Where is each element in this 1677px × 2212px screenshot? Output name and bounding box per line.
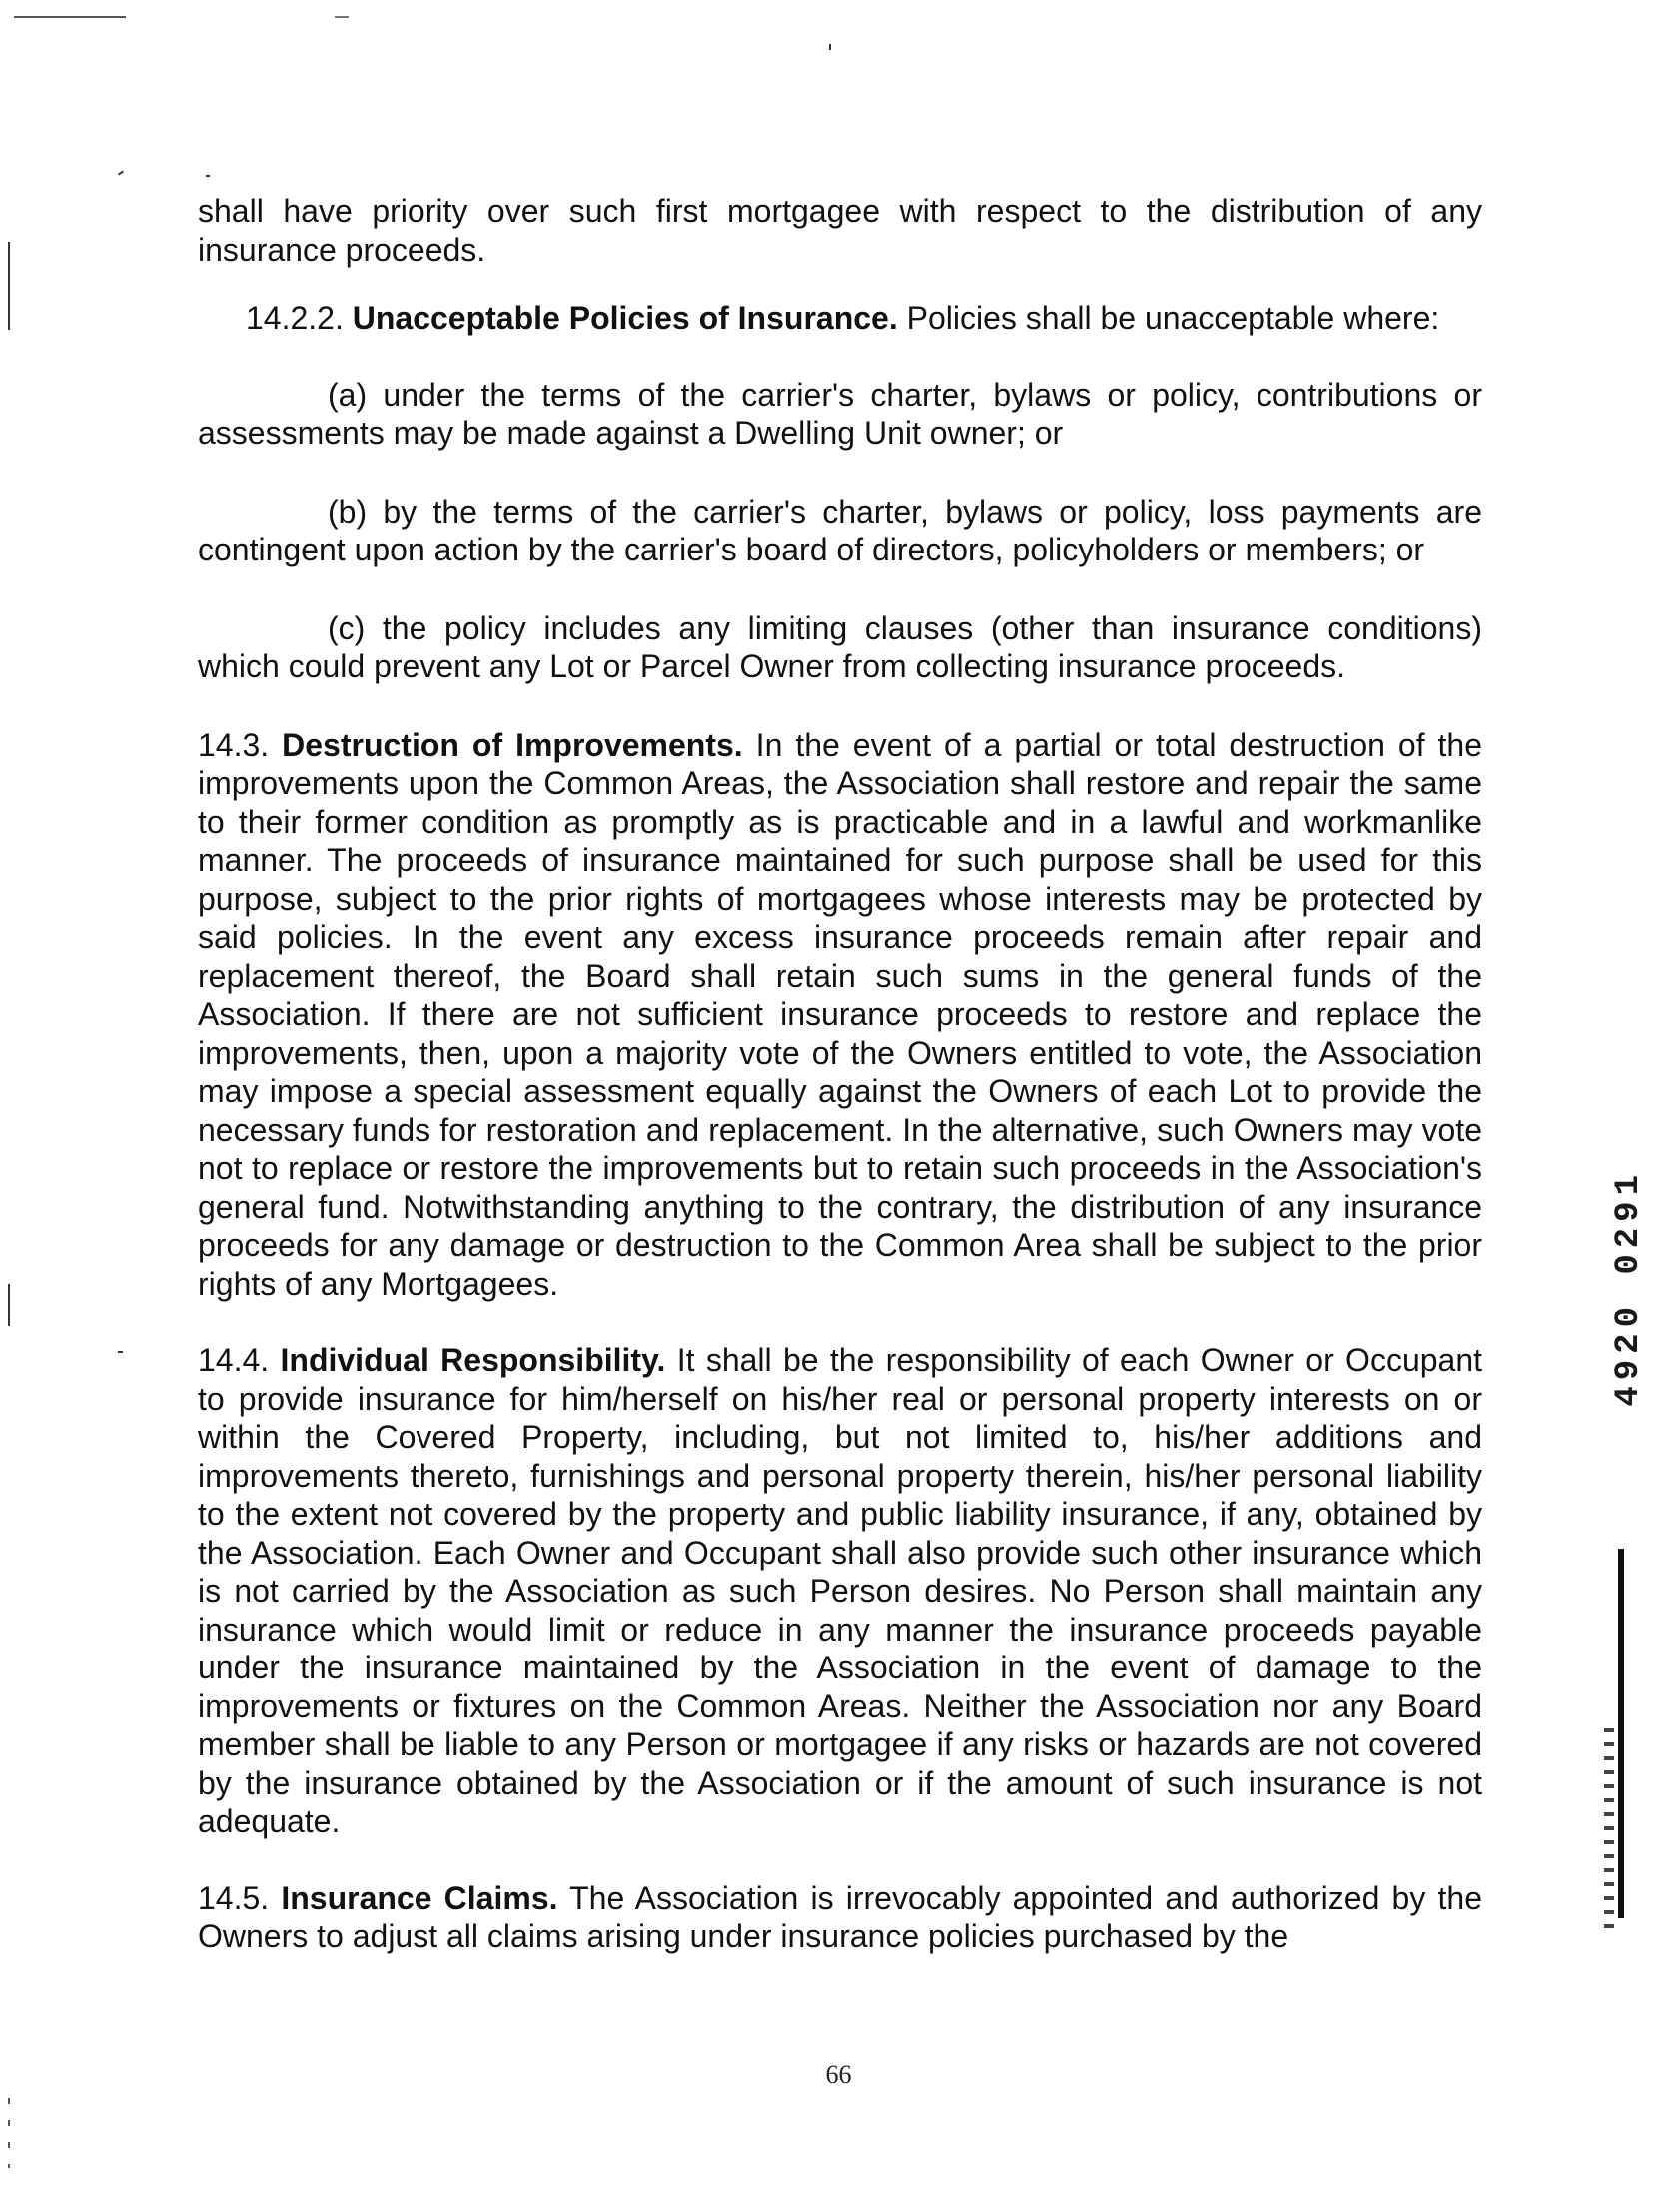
page-number: 66 (825, 2060, 852, 2089)
section-14-5 (198, 1879, 1482, 1956)
section-number: 14.5. (198, 1879, 270, 1916)
section-number: 14.4. (198, 1342, 270, 1378)
recording-stamp (1590, 1169, 1648, 1948)
section-body: Policies shall be unacceptable where: (906, 300, 1440, 336)
recording-number: 4920 0291 (1610, 1169, 1648, 1407)
list-item-c: (c) the policy includes any limiting clauses (other than insurance conditions) which could prevent any Lot or Parcel Owner from collecting insurance proceeds. (198, 609, 1482, 684)
scan-mark (14, 16, 126, 18)
section-body: The Association is irrevocably appointed and authorized by the Owners to adjust all claims arising under insurance policies purchased by the (198, 1879, 1483, 1954)
scan-mark (8, 242, 10, 330)
section-number: 14.2.2. (246, 300, 344, 336)
section-heading: Insurance Claims. (281, 1879, 558, 1916)
list-item-b: (b) by the terms of the carrier's charter, bylaws or policy, loss payments are contingent upon action by the carrier's board of directors, policyholders or members; or (198, 493, 1482, 567)
scan-mark (829, 44, 831, 50)
section-heading: Unacceptable Policies of Insurance. (352, 300, 898, 336)
section-heading: Destruction of Improvements. (282, 726, 743, 763)
section-14-2-2 (198, 299, 1482, 338)
section-14-4 (198, 1341, 1482, 1841)
document-body (198, 192, 1482, 1994)
scan-mark (206, 175, 210, 177)
list-item-a: (a) under the terms of the carrier's charter, bylaws or policy, contributions or assessments may be made against a Dwelling Unit owner; or (198, 376, 1482, 451)
section-body: In the event of a partial or total destruction of the improvements upon the Common Areas, the Association shall restore and repair the same to their former condition as promptly as is practicable and in a lawful and workmanlike manner. The proceeds of insurance maintained for such purpose shall be used for this purpose, subject to the prior rights of mortgagees whose interests may be protected by said policies. In the event any excess insurance proceeds remain after repair and replacement thereof, the Board shall retain such sums in the general funds of the Association. If there are not sufficient insurance proceeds to restore and replace the improvements, then, upon a majority vote of the Owners entitled to vote, the Association may impose a special assessment equally against the Owners of each Lot to provide the necessary funds for restoration and replacement. In the alternative, such Owners may vote not to replace or restore the improvements but to retain such proceeds in the Association's general fund. Notwithstanding anything to the contrary, the distribution of any insurance proceeds for any damage or destruction to the Common Area shall be subject to the prior rights of any Mortgagees. (198, 726, 1483, 1302)
section-body: It shall be the responsibility of each Owner or Occupant to provide insurance for him/herself on his/her real or personal property interests on or within the Covered Property, including, but not limited to, his/her additions and improvements thereto, furnishings and personal property therein, his/her personal liability to the extent not covered by the property and public liability insurance, if any, obtained by the Association. Each Owner and Occupant shall also provide such other insurance which is not carried by the Association as such Person desires. No Person shall maintain any insurance which would limit or reduce in any manner the insurance proceeds payable under the insurance maintained by the Association in the event of damage to the improvements or fixtures on the Common Areas. Neither the Association nor any Board member shall be liable to any Person or mortgagee if any risks or hazards are not covered by the insurance obtained by the Association or if the amount of such insurance is not adequate. (198, 1342, 1483, 1839)
section-number: 14.3. (198, 726, 270, 763)
stamp-bar (1618, 1549, 1624, 1918)
scan-mark (118, 170, 124, 175)
paragraph-continuation: shall have priority over such first mortgagee with respect to the distribution of any insurance proceeds. (198, 193, 1482, 268)
scan-mark (118, 1351, 123, 1353)
section-14-3 (198, 726, 1482, 1304)
stamp-dashes (1604, 1728, 1614, 1928)
scan-mark (8, 2098, 10, 2168)
scan-mark (335, 16, 349, 18)
scan-mark (8, 1284, 10, 1326)
section-heading: Individual Responsibility. (280, 1342, 666, 1378)
